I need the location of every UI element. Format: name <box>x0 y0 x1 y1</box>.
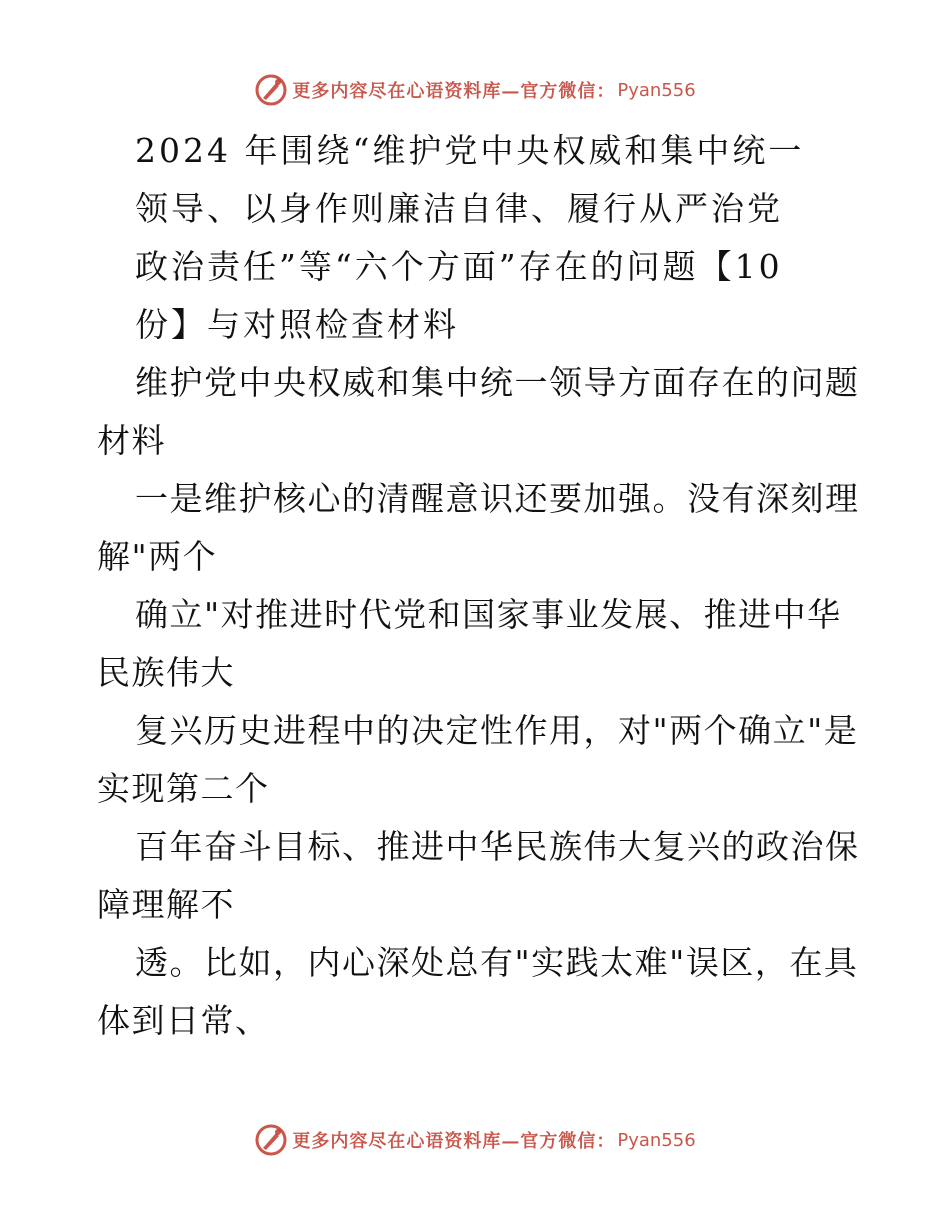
paragraph-line: 实现第二个 <box>97 769 270 808</box>
paragraph-line: 维护党中央权威和集中统一领导方面存在的问题 <box>135 363 860 402</box>
paragraph-line: 百年奋斗目标、推进中华民族伟大复兴的政治保 <box>135 827 860 866</box>
paragraph-line: 民族伟大 <box>97 653 235 692</box>
paragraph-line: 材料 <box>97 421 166 460</box>
paragraph-line: 障理解不 <box>97 885 235 924</box>
watermark-wechat-id: Pyan556 <box>617 79 696 101</box>
watermark-text: 更多内容尽在心语资料库—官方微信： <box>292 81 616 102</box>
watermark-wechat-id: Pyan556 <box>617 1129 696 1151</box>
document-title-line: 份】与对照检查材料 <box>135 305 459 344</box>
header-watermark <box>0 70 950 110</box>
paragraph-line: 体到日常、 <box>97 1001 270 1040</box>
paragraph-line: 一是维护核心的清醒意识还要加强。没有深刻理 <box>135 479 860 518</box>
document-body <box>97 122 860 1050</box>
document-title-line: 领导、以身作则廉洁自律、履行从严治党 <box>135 189 783 228</box>
watermark-text: 更多内容尽在心语资料库—官方微信： <box>292 1131 616 1152</box>
paragraph-line: 透。比如，内心深处总有"实践太难"误区，在具 <box>135 943 859 982</box>
ink-pen-circle-icon <box>254 1123 288 1157</box>
paragraph-line: 解"两个 <box>97 537 218 576</box>
footer-watermark <box>0 1120 950 1160</box>
paragraph-line: 复兴历史进程中的决定性作用，对"两个确立"是 <box>135 711 859 750</box>
ink-pen-circle-icon <box>254 73 288 107</box>
paragraph-line: 确立"对推进时代党和国家事业发展、推进中华 <box>135 595 842 634</box>
document-title-line: 2024 年围绕“维护党中央权威和集中统一 <box>135 131 805 170</box>
document-title-line: 政治责任”等“六个方面”存在的问题【10 <box>135 247 783 286</box>
